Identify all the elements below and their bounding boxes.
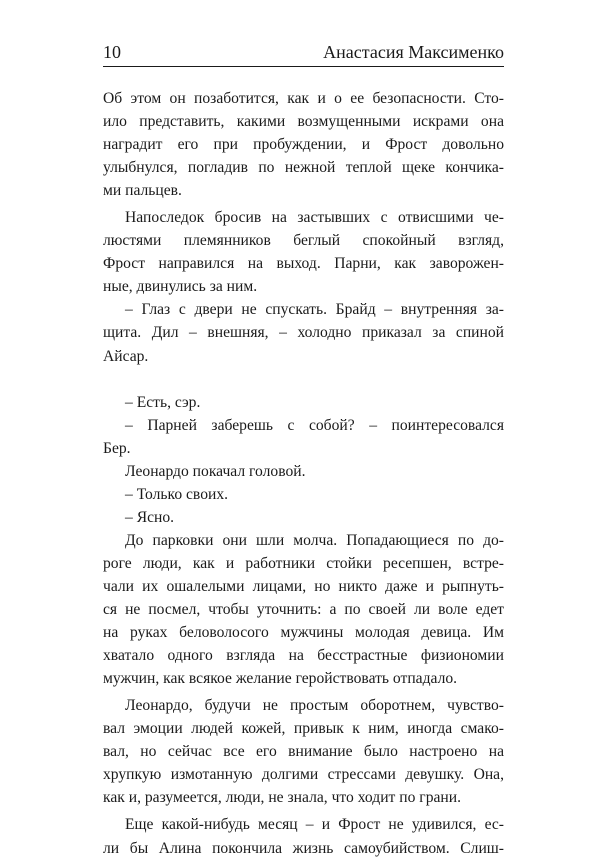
text-line: – Глаз с двери не спускать. Брайд – внутренняя за-: [125, 301, 504, 319]
text-line: как и, разумеется, люди, не знала, что ходит по грани.: [103, 789, 462, 807]
text-line: Напоследок бросив на застывших с отвисшими че-: [125, 209, 504, 227]
text-line: Бер.: [103, 439, 131, 457]
text-line: ся не посмел, чтобы уточнить: а по своей ли воле едет: [103, 601, 504, 619]
text-line: Об этом он позаботится, как и о ее безопасности. Сто-: [103, 90, 504, 107]
text-line: чали их ошалелыми лицами, но никто даже и рыпнуть-: [103, 577, 504, 595]
text-line: – Ясно.: [125, 508, 175, 526]
text-line: наградит его при пробуждении, и Фрост довольно: [103, 136, 504, 154]
text-line: Еще какой-нибудь месяц – и Фрост не удивился, ес-: [125, 816, 504, 834]
text-line: Леонардо, будучи не простым оборотнем, чувство-: [125, 697, 504, 715]
text-line: ные, двинулись за ним.: [103, 278, 258, 296]
text-line: роге люди, как и работники стойки ресепшен, встре-: [103, 554, 504, 572]
text-line: – Парней заберешь с собой? – поинтересовался: [125, 416, 504, 434]
text-line: Леонардо покачал головой.: [125, 462, 306, 480]
running-head-author: Анастасия Максименко: [323, 42, 504, 62]
text-line: щита. Дил – внешняя, – холодно приказал за спиной: [103, 324, 504, 342]
text-line: улыбнулся, погладив по нежной теплой щеке кончика-: [103, 159, 504, 177]
text-line: ми пальцев.: [103, 182, 182, 200]
text-line: До парковки они шли молча. Попадающиеся по до-: [125, 531, 504, 549]
text-line: Айсар.: [103, 347, 149, 365]
text-line: мужчин, как всякое желание геройствовать отпадало.: [103, 670, 458, 688]
text-line: на руках беловолосого мужчины молодая девица. Им: [103, 624, 504, 642]
text-line: вал, но сейчас все его внимание было настроено на: [103, 743, 504, 761]
text-line: – Только своих.: [125, 485, 229, 503]
text-line: ило представить, какими возмущенными искрами она: [103, 113, 504, 131]
text-line: ли бы Алина покончила жизнь самоубийством. Слиш-: [103, 839, 504, 857]
page-number: 10: [103, 42, 121, 62]
text-line: – Есть, сэр.: [125, 393, 201, 411]
body-text: [103, 87, 504, 860]
page-header: [103, 38, 504, 67]
text-line: вал эмоции людей кожей, привык к ним, иногда смако-: [103, 720, 504, 738]
text-line: Фрост направился на выход. Парни, как заворожен-: [103, 255, 504, 273]
text-line: хрупкую измотанную долгими стрессами девушку. Она,: [103, 766, 504, 784]
text-line: люстями племянников беглый спокойный взгляд,: [103, 232, 504, 250]
text-line: хватало одного взгляда на бесстрастные физиономии: [103, 647, 504, 665]
